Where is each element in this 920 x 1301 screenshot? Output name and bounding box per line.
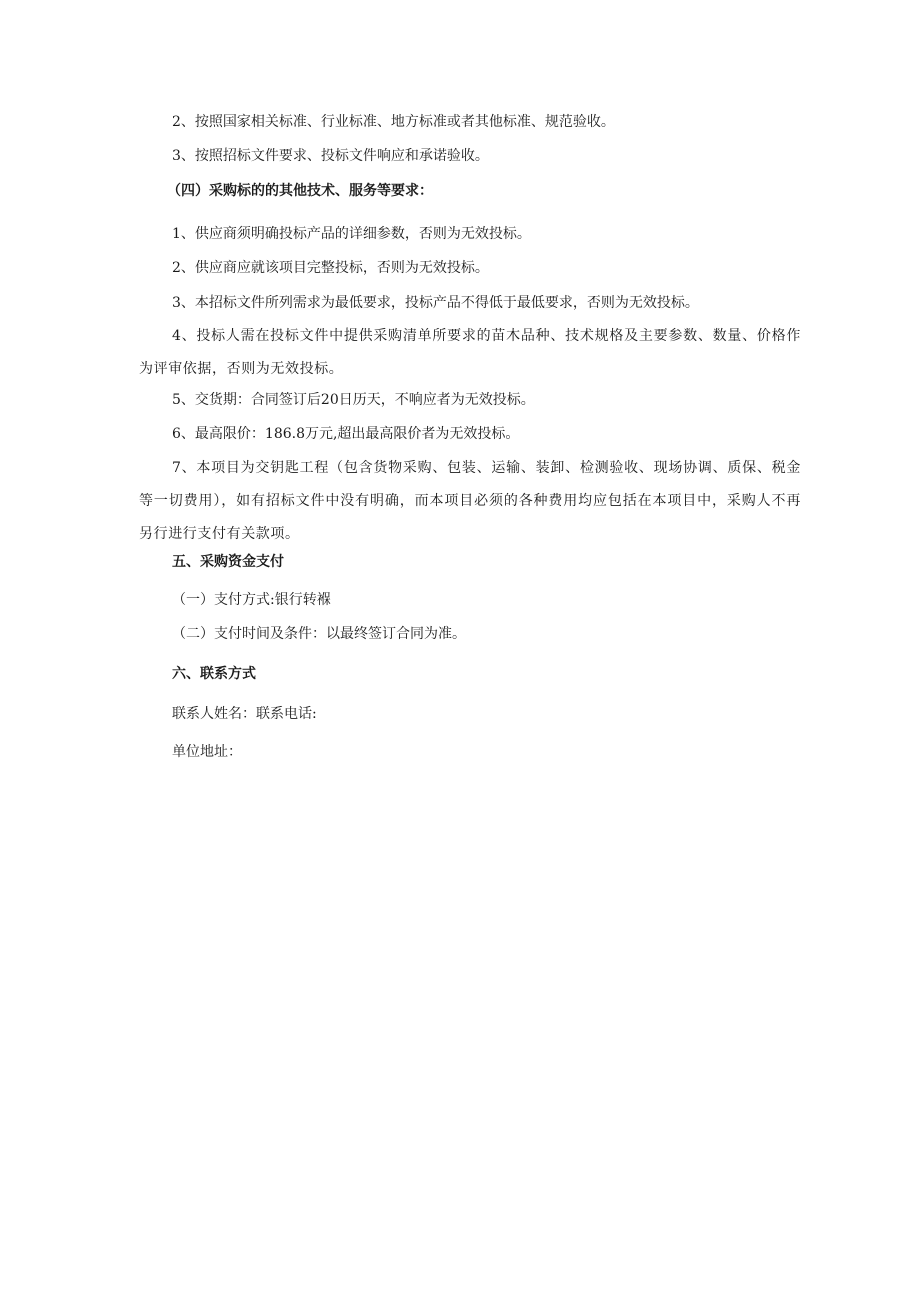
payment-method: （一）支付方式:银行转褓 — [172, 592, 331, 608]
payment-terms: （二）支付时间及条件：以最终签订合同为准。 — [172, 626, 466, 642]
contact-address: 单位地址： — [172, 744, 242, 760]
contact-heading: 六、联系方式 — [172, 666, 256, 682]
standards-item-3: 3、按照招标文件要求、投标文件响应和承诺验收。 — [172, 148, 489, 164]
requirement-item-7: 7、本项目为交钥匙工程（包含货物采购、包装、运输、装卸、检测验收、现场协调、质保、税金等一切费用），如有招标文件中没有明确，而本项目必须的各种费用均应包括在本项目中，采购人不再另行进行支付有关款项。 — [139, 460, 801, 542]
contact-name-phone: 联系人姓名：联系电话: — [172, 706, 317, 722]
requirement-item-1: 1、供应商须明确投标产品的详细参数，否则为无效投标。 — [172, 226, 531, 242]
other-requirements-heading: （四）采购标的的其他技术、服务等要求： — [167, 183, 433, 199]
requirement-item-2: 2、供应商应就该项目完整投标，否则为无效投标。 — [172, 260, 489, 276]
requirement-item-5: 5、交货期：合同签订后20日历天，不响应者为无效投标。 — [172, 392, 535, 408]
payment-heading: 五、采购资金支付 — [172, 554, 284, 570]
requirement-item-6: 6、最高限价：186.8万元,超出最高限价者为无效投标。 — [172, 426, 520, 442]
requirement-item-4: 4、投标人需在投标文件中提供采购清单所要求的苗木品种、技术规格及主要参数、数量、价格作为评审依据，否则为无效投标。 — [139, 328, 801, 377]
standards-item-2: 2、按照国家相关标准、行业标准、地方标准或者其他标准、规范验收。 — [172, 114, 615, 130]
requirement-item-3: 3、本招标文件所列需求为最低要求，投标产品不得低于最低要求，否则为无效投标。 — [172, 295, 699, 311]
